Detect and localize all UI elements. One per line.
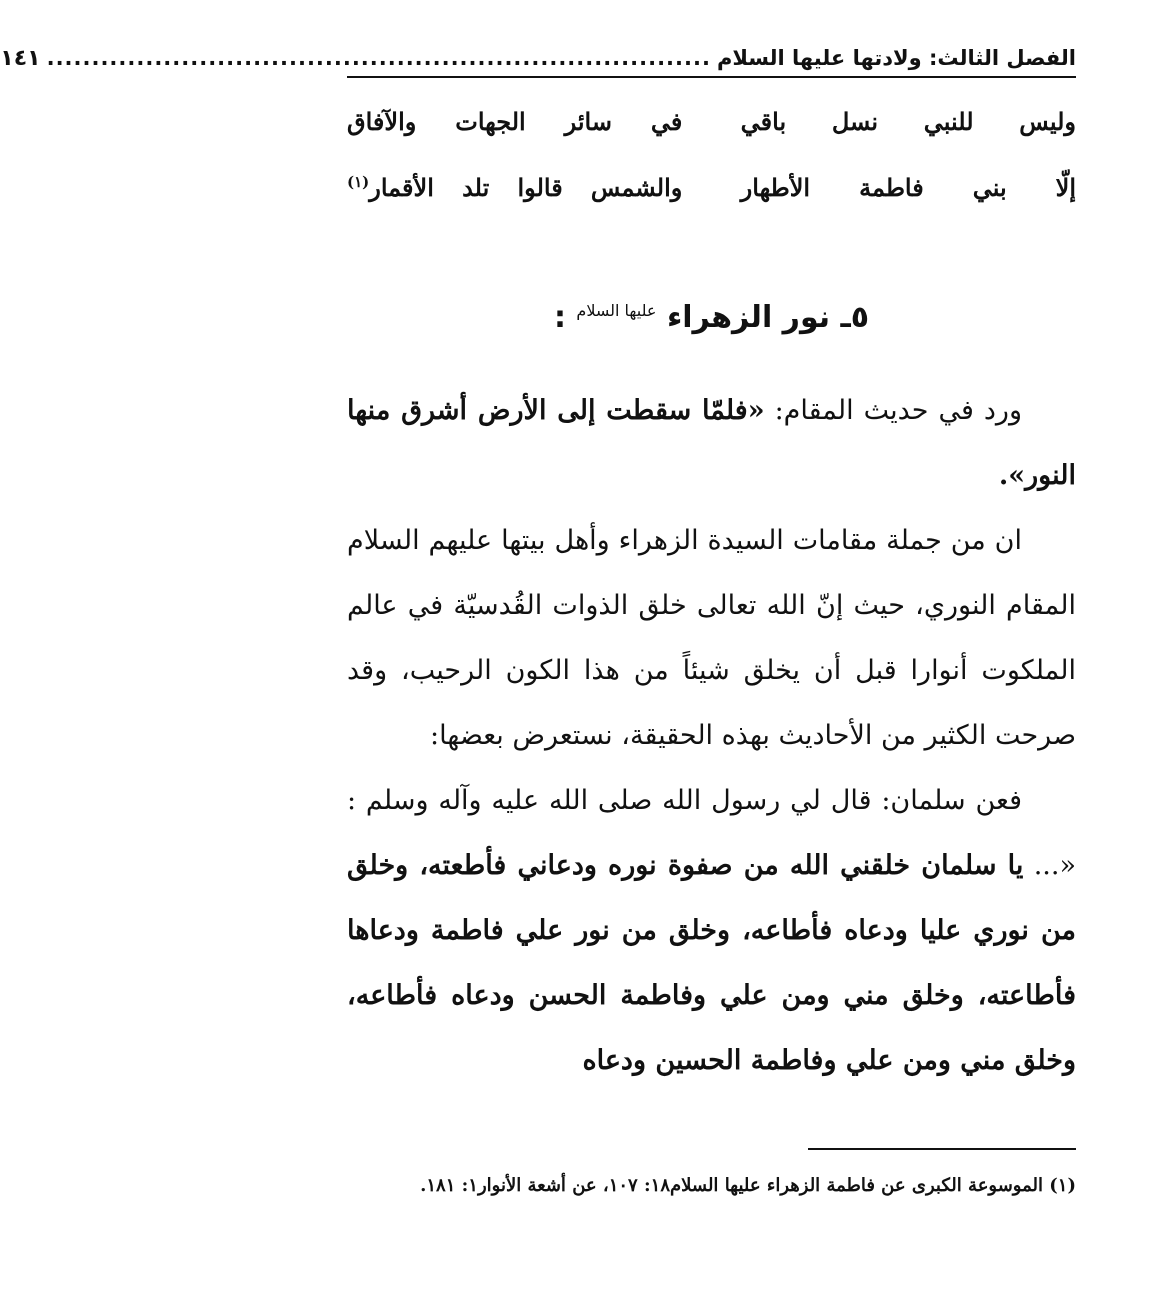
footnote: (١) الموسوعة الكبرى عن فاطمة الزهراء عليها السلام١٨: ١٠٧، عن أشعة الأنوار١: ١٨١. [420,1175,1076,1196]
verse-first-hemistich: وليس للنبي نسل باقي [740,106,1076,136]
body-text [347,378,1076,1093]
chapter-title: الفصل الثالث: ولادتها عليها السلام [716,46,1076,70]
paragraph-intro: فعن سلمان: قال لي رسول الله صلى الله عليه وآله وسلم : «... [347,785,1076,881]
paragraph [347,508,1076,768]
paragraph [347,378,1076,508]
running-header [0,40,1076,78]
page-number: ١٤١ [0,45,41,71]
verse-second-hemistich [347,173,682,202]
section-heading [347,300,1076,335]
footnote-reference: (١) [347,172,370,191]
footnote-divider [808,1148,1076,1150]
section-title: ٥ـ نور الزهراء [666,300,870,335]
verse-second-text: والشمس قالوا تلد الأقمار [369,172,683,202]
poem-verse [347,88,1076,154]
hadith-quote: يا سلمان خلقني الله من صفوة نوره ودعاني فأطعته، وخلق من نوري عليا ودعاه فأطاعه، وخلق من نور علي فاطمة ودعاها فأطاعته، وخلق مني ومن علي وفاطمة الحسن ودعاه فأطاعه، وخلق مني ومن علي وفاطمة الحسين ودعاه [347,850,1076,1076]
poem [347,88,1076,220]
honorific-mark: عليها السلام [576,301,657,320]
verse-first-hemistich: إلّا بني فاطمة الأطهار [740,172,1076,202]
header-leader-dots: .......................................................................... [46,46,711,70]
hadith-quote: «فلمّا سقطت إلى الأرض أشرق منها النور». [347,395,1076,491]
poem-verse [347,154,1076,220]
paragraph [347,768,1076,1093]
section-colon: : [553,300,566,335]
paragraph-intro: ورد في حديث المقام: [764,395,1022,426]
verse-second-hemistich: في سائر الجهات والآفاق [347,106,683,136]
paragraph-text: ان من جملة مقامات السيدة الزهراء وأهل بيتها عليهم السلام المقام النوري، حيث إنّ الله تعالى خلق الذوات القُدسيّة في عالم الملكوت أنوارا قبل أن يخلق شيئاً من هذا الكون الرحيب، وقد صرحت الكثير من الأحاديث بهذه الحقيقة، نستعرض بعضها: [347,525,1077,751]
